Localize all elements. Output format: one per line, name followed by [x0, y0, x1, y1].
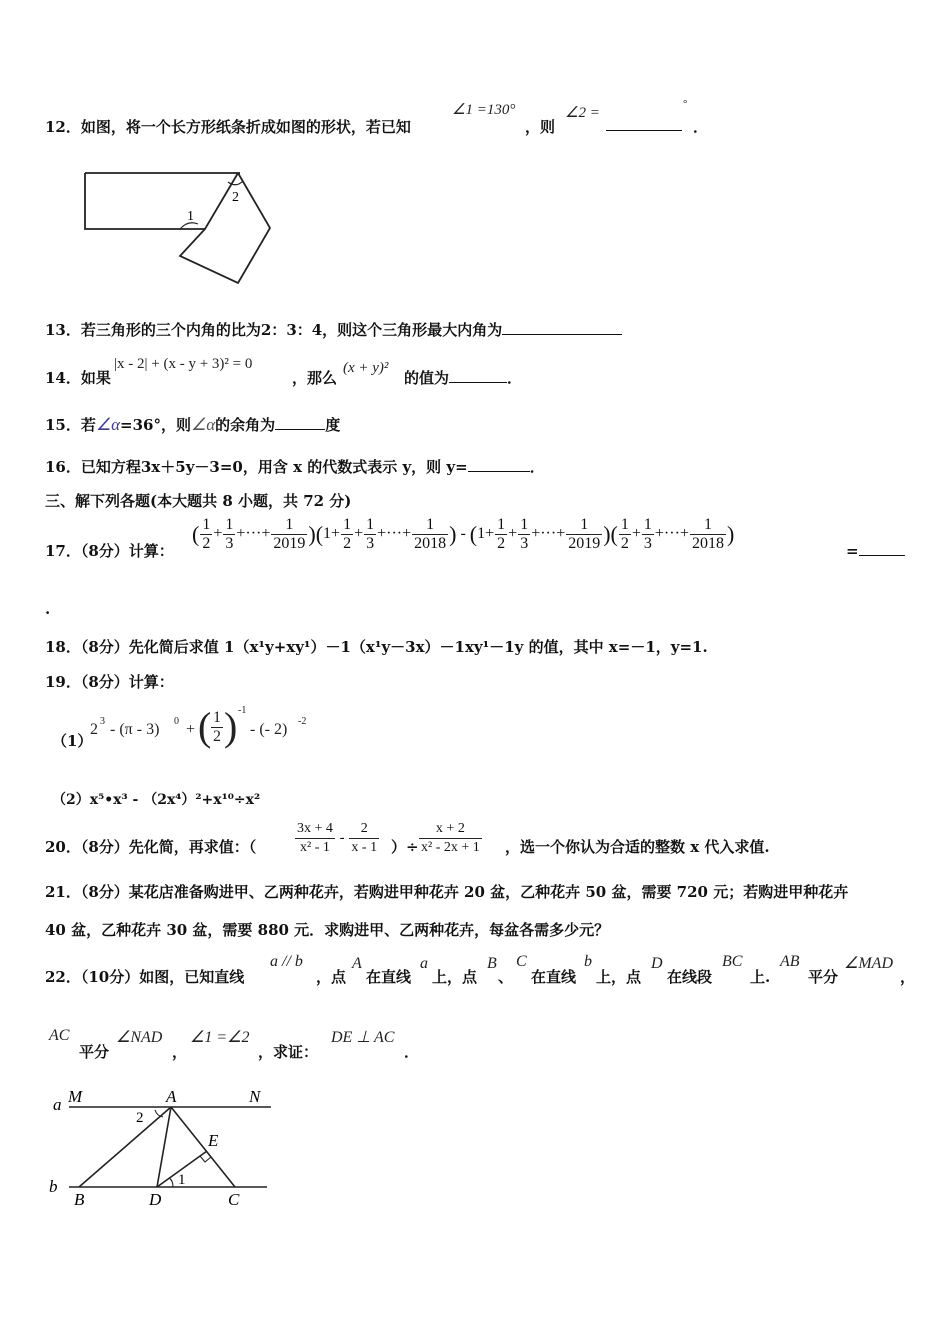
q19-p1-neg2: - (- 2)	[250, 721, 288, 738]
q22-a: a	[420, 955, 428, 972]
q17-eq: =	[846, 542, 859, 560]
q14-lead: 14．如果	[45, 369, 111, 387]
q17-f5-num: 1	[366, 516, 375, 533]
q22-AB: AB	[780, 953, 800, 970]
q22-b: b	[584, 953, 592, 970]
q22-p6: 在线段	[667, 968, 713, 986]
q22-p9: 平分	[79, 1043, 110, 1061]
q22-fig-E: E	[208, 1131, 219, 1150]
q12-given: ∠1 =130°	[452, 102, 516, 118]
q16-line	[45, 456, 545, 477]
q22-p2: 在直线	[366, 968, 412, 986]
q19-p2: （2）x⁵•x³ - （2x⁴）²+x¹⁰÷x²	[52, 792, 261, 808]
q20-close: ）÷	[391, 838, 419, 856]
q14-end-line	[404, 367, 522, 388]
q17-dots-2: +···+	[377, 525, 412, 543]
q12-blank	[606, 116, 682, 135]
q17-f9-num: 1	[580, 516, 589, 533]
q20-expr	[294, 820, 380, 857]
q15-given: =36°，则	[120, 416, 191, 434]
q22-A: A	[352, 955, 362, 972]
q19-p1-exp3: 3	[100, 716, 105, 727]
q15-line	[45, 414, 340, 435]
q22-p8: 平分	[808, 968, 839, 986]
q22-fig-a: a	[53, 1095, 62, 1114]
q22-p7: 上.	[750, 968, 771, 986]
q16-text: 16．已知方程3x＋5y－3=0，用含 x 的代数式表示 y，则 y=	[45, 458, 468, 476]
q19-p1-half-num: 1	[213, 709, 221, 726]
q13-line	[45, 319, 622, 340]
q22-NAD: ∠NAD	[116, 1029, 163, 1046]
q21-line1: 21．（8分）某花店准备购进甲、乙两种花卉，若购进甲种花卉 20 盆，乙种花卉 50 盆，需要 720 元；若购进甲种花卉	[45, 883, 849, 901]
q22-BC: BC	[722, 953, 743, 970]
q19-p1-base: 2	[90, 721, 98, 738]
q15-blank	[275, 415, 325, 430]
q15-angle: ∠α	[95, 415, 121, 434]
q21-line2: 40 盆，乙种花卉 30 盆，需要 880 元．求购进甲、乙两种花卉，每盆各需多少元？	[45, 921, 610, 939]
q17-f5-den: 3	[366, 535, 375, 552]
q14-mid: ，那么	[292, 369, 338, 387]
q20-n1: 3x + 4	[297, 821, 333, 836]
q22-p4: 在直线	[531, 968, 577, 986]
q22-p5: 上，点	[596, 968, 642, 986]
q17-f2-num: 1	[225, 516, 234, 533]
q13-text: 13．若三角形的三个内角的比为2：3：4，则这个三角形最大内角为	[45, 321, 503, 339]
q14-expr: (x + y)²	[343, 360, 389, 376]
q17-f9-den: 2019	[568, 535, 601, 552]
q22-MAD: ∠MAD	[844, 955, 893, 972]
q17-f3-num: 1	[285, 516, 294, 533]
q19-p1-exp0: 0	[174, 716, 179, 727]
q16-blank	[468, 457, 530, 472]
q22-p3: 上，点	[432, 968, 478, 986]
q14-end: 的值为	[404, 369, 450, 387]
q12-ask: ∠2 =	[565, 105, 600, 121]
q17-f12-num: 1	[703, 516, 712, 533]
q17-one-2: 1	[477, 525, 486, 543]
q22-p10: ，	[172, 1043, 188, 1061]
q17-f8-den: 3	[520, 535, 529, 552]
q17-trail: .	[45, 600, 51, 618]
q15-angle2: ∠α	[191, 415, 216, 434]
q14-period: ．	[507, 369, 523, 387]
q17-f1-den: 2	[202, 535, 211, 552]
q17-f11-num: 1	[643, 516, 652, 533]
q17-f6-den: 2018	[414, 535, 447, 552]
q17-f4-num: 1	[343, 516, 352, 533]
q17-blank	[859, 541, 905, 556]
q15-unit: 度	[325, 416, 341, 434]
q20-d1: x² - 1	[295, 838, 335, 857]
q17-f12-den: 2018	[691, 535, 724, 552]
q19-p1-half-den: 2	[213, 728, 221, 745]
q12-fig-label-1: 1	[187, 209, 194, 224]
q22-ab: a // b	[270, 953, 303, 970]
q12-mid: ，则	[525, 118, 556, 136]
q19-lead: 19．（8分）计算：	[45, 673, 174, 691]
q17-f10-den: 2	[620, 535, 629, 552]
q13-blank	[502, 320, 622, 335]
q22-p11: ，求证：	[258, 1043, 319, 1061]
q12-fig-label-2: 2	[232, 190, 239, 205]
q22-goal: DE ⊥ AC	[331, 1029, 395, 1046]
q19-p1-plus: +	[186, 721, 196, 738]
q22-B: B	[487, 955, 497, 972]
q16-period: ．	[529, 458, 545, 476]
section3-title: 三、解下列各题(本大题共 8 小题，共 72 分)	[45, 492, 352, 510]
q22-fig-1: 1	[178, 1172, 186, 1188]
q17-f4-den: 2	[343, 535, 352, 552]
q20-end: ，选一个你认为合适的整数 x 代入求值.	[505, 838, 770, 856]
q22-comma: ，	[900, 968, 916, 986]
q12-deg: °	[683, 98, 688, 110]
q22-p12: ．	[404, 1043, 420, 1061]
q17-lead: 17．（8分）计算：	[45, 542, 174, 560]
q12-figure	[80, 168, 275, 288]
q17-f8-num: 1	[520, 516, 529, 533]
q22-fig-N: N	[249, 1087, 261, 1106]
q12-end: ．	[693, 118, 709, 136]
q17-f11-den: 3	[643, 535, 652, 552]
q22-figure	[45, 1080, 280, 1215]
q22-eq12: ∠1 =∠2	[190, 1029, 250, 1046]
q20-d3: x² - 2x + 1	[421, 840, 480, 855]
q12-lead: 12．如图，将一个长方形纸条折成如图的形状，若已知	[45, 118, 411, 136]
q22-p1: ，点	[316, 968, 347, 986]
q17-one-1: 1	[323, 525, 332, 543]
q17-f1-num: 1	[202, 516, 211, 533]
q12-line	[45, 116, 411, 137]
q22-sep: 、	[498, 968, 514, 986]
q20-n3: x + 2	[435, 821, 465, 836]
q22-D: D	[651, 955, 663, 972]
q15-end: 的余角为	[215, 416, 276, 434]
q22-C: C	[516, 953, 527, 970]
q15-lead: 15．若	[45, 416, 96, 434]
q22-fig-B: B	[74, 1190, 85, 1209]
q19-p1-exp-1: -1	[238, 705, 247, 716]
q20-expr2	[418, 820, 483, 857]
q14-line	[45, 367, 111, 388]
q17-f3-den: 2019	[273, 535, 306, 552]
q22-fig-2: 2	[136, 1110, 144, 1126]
q17-eq-line	[846, 541, 905, 560]
q20-n2: 2	[360, 821, 368, 836]
q14-blank	[449, 368, 507, 383]
q19-p1-label: （1）	[52, 732, 93, 750]
q17-f7-num: 1	[497, 516, 506, 533]
q22-AC: AC	[49, 1027, 70, 1044]
q22-fig-D: D	[149, 1190, 162, 1209]
q20-minus: -	[339, 829, 345, 846]
q17-minus: -	[460, 525, 466, 543]
q17-dots-4: +···+	[654, 525, 689, 543]
q17-dots-1: +···+	[236, 525, 271, 543]
q19-p1-pi: - (π - 3)	[110, 721, 160, 738]
q18-text: 18．（8分）先化简后求值 1（x¹y+xy¹）－1（x¹y－3x）－1xy¹－1y 的值，其中 x=－1，y=1.	[45, 638, 708, 656]
q22-fig-C: C	[228, 1190, 240, 1209]
q20-lead: 20．（8分）先化简，再求值：（	[45, 838, 257, 856]
q14-cond: |x - 2| + (x - y + 3)² = 0	[114, 356, 253, 372]
q17-f6-num: 1	[426, 516, 435, 533]
q22-lead: 22．（10分）如图，已知直线	[45, 968, 245, 986]
q17-f2-den: 3	[225, 535, 234, 552]
q22-fig-A: A	[166, 1087, 177, 1106]
q20-d2: x - 1	[351, 840, 378, 855]
q17-f7-den: 2	[497, 535, 506, 552]
q22-fig-M: M	[68, 1087, 83, 1106]
q22-fig-b: b	[49, 1177, 58, 1196]
q19-p1-exp-2: -2	[298, 716, 307, 727]
q17-f10-num: 1	[620, 516, 629, 533]
q17-dots-3: +···+	[531, 525, 566, 543]
q17-expression: ( $\frac{1}{2}$ + $\frac{1}{3}$ +···+ $\frac{1}{2019}$ )(1+ $\frac{1}{2}$ + $\frac{1}{3}$ +···+ $\frac{1}{2018}$ ) - (1+ $\frac{1}{2}$ + $\frac{1}{3}$ +···+ $\frac{1}{2019}$ )( $\frac{1}{2}$ + $\frac{1}{3}$ +···+ $\frac{1}{2018}$ )	[192, 516, 735, 552]
